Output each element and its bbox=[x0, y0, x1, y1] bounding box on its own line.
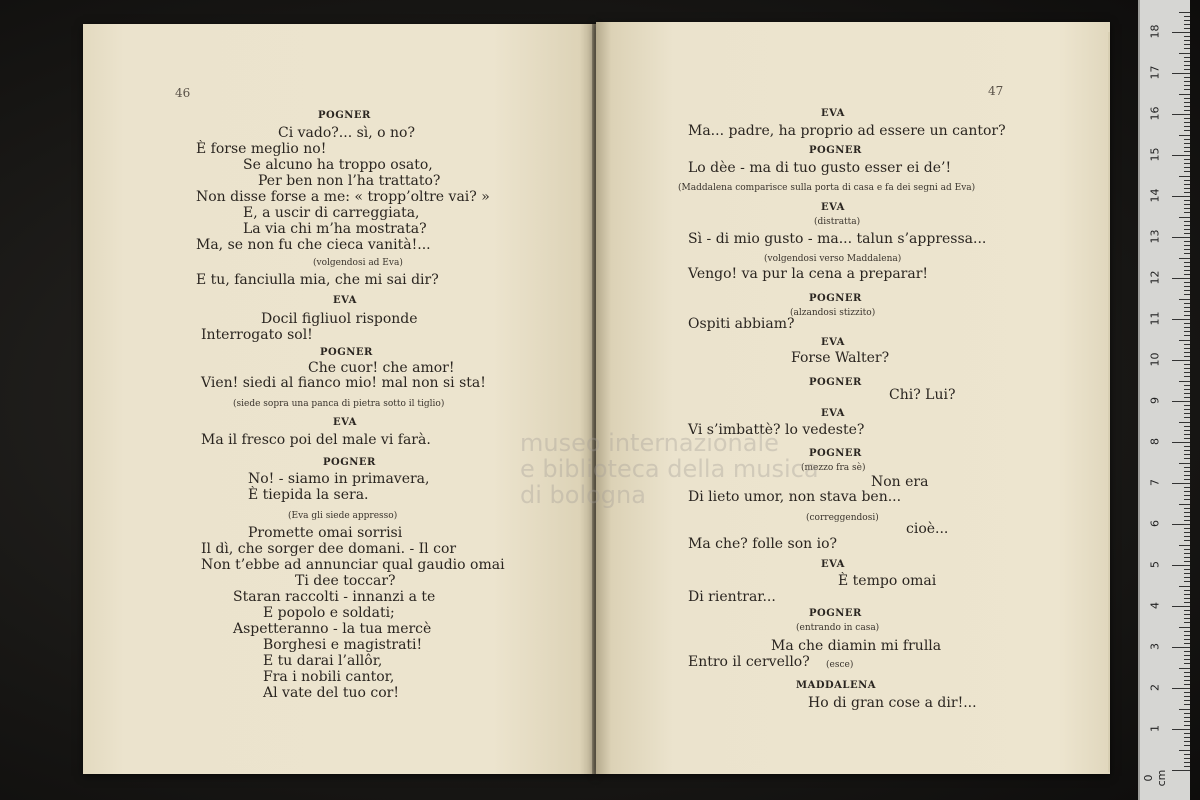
ruler-tick bbox=[1184, 540, 1190, 541]
ruler-tick bbox=[1184, 536, 1190, 537]
speaker-name: POGNER bbox=[323, 457, 376, 468]
verse-line: Interrogato sol! bbox=[201, 327, 313, 343]
ruler-tick bbox=[1184, 479, 1190, 480]
ruler-tick bbox=[1184, 495, 1190, 496]
verse-line: Staran raccolti - innanzi a te bbox=[233, 589, 436, 605]
ruler-tick bbox=[1184, 672, 1190, 673]
ruler-tick bbox=[1184, 118, 1190, 119]
watermark-line: museo internazionale bbox=[520, 429, 779, 457]
ruler-tick bbox=[1184, 348, 1190, 349]
ruler-tick bbox=[1184, 639, 1190, 640]
ruler-tick bbox=[1184, 356, 1190, 357]
ruler-tick bbox=[1172, 237, 1190, 238]
ruler-tick bbox=[1184, 549, 1190, 550]
verse-line: No! - siamo in primavera, bbox=[248, 471, 430, 487]
ruler-tick bbox=[1184, 475, 1190, 476]
ruler-tick bbox=[1184, 229, 1190, 230]
ruler-tick bbox=[1184, 733, 1190, 734]
ruler-tick bbox=[1184, 389, 1190, 390]
verse-line: È forse meglio no! bbox=[196, 141, 327, 157]
ruler-tick bbox=[1184, 376, 1190, 377]
ruler-tick bbox=[1184, 151, 1190, 152]
speaker-name: POGNER bbox=[809, 377, 862, 388]
ruler-tick bbox=[1184, 721, 1190, 722]
ruler-tick bbox=[1184, 130, 1190, 131]
ruler-tick bbox=[1184, 245, 1190, 246]
ruler-tick bbox=[1184, 713, 1190, 714]
ruler-tick bbox=[1184, 372, 1190, 373]
stage-direction: (Maddalena comparisce sulla porta di casa e fa dei segni ad Eva) bbox=[678, 183, 976, 193]
ruler-tick bbox=[1184, 147, 1190, 148]
ruler-number: 3 bbox=[1148, 643, 1162, 650]
ruler-tick bbox=[1184, 397, 1190, 398]
verse-line: Ti dee toccar? bbox=[295, 573, 396, 589]
ruler-tick bbox=[1179, 94, 1190, 95]
ruler-number: 11 bbox=[1148, 311, 1162, 326]
ruler-tick bbox=[1184, 364, 1190, 365]
right-page-number: 47 bbox=[988, 84, 1004, 98]
ruler-number: 1 bbox=[1148, 725, 1162, 732]
ruler-tick bbox=[1184, 745, 1190, 746]
verse-line: Fra i nobili cantor, bbox=[263, 669, 395, 685]
ruler-number: 4 bbox=[1148, 602, 1162, 609]
ruler-tick bbox=[1184, 467, 1190, 468]
verse-line: Il dì, che sorger dee domani. - Il cor bbox=[201, 541, 457, 557]
ruler-tick bbox=[1179, 299, 1190, 300]
ruler-tick bbox=[1179, 381, 1190, 382]
verse-line: E, a uscir di carreggiata, bbox=[243, 205, 420, 221]
ruler-tick bbox=[1184, 44, 1190, 45]
ruler-number: 18 bbox=[1148, 24, 1162, 39]
ruler-tick bbox=[1184, 98, 1190, 99]
ruler-tick bbox=[1184, 303, 1190, 304]
verse-line: Ma, se non fu che cieca vanità!... bbox=[196, 237, 431, 253]
ruler-tick bbox=[1184, 754, 1190, 755]
ruler-tick bbox=[1184, 274, 1190, 275]
ruler-tick bbox=[1184, 61, 1190, 62]
ruler-tick bbox=[1184, 122, 1190, 123]
ruler-tick bbox=[1184, 557, 1190, 558]
verse-line: La via chi m’ha mostrata? bbox=[243, 221, 427, 237]
verse-line: Promette omai sorrisi bbox=[248, 525, 403, 541]
ruler-tick bbox=[1184, 212, 1190, 213]
ruler-tick bbox=[1184, 516, 1190, 517]
ruler-tick bbox=[1179, 176, 1190, 177]
ruler-tick bbox=[1184, 36, 1190, 37]
speaker-name: EVA bbox=[821, 202, 845, 213]
ruler-number: 10 bbox=[1148, 352, 1162, 367]
ruler-tick bbox=[1179, 545, 1190, 546]
ruler-tick bbox=[1184, 184, 1190, 185]
ruler-tick bbox=[1184, 204, 1190, 205]
ruler-number: 12 bbox=[1148, 270, 1162, 285]
speaker-name: EVA bbox=[821, 408, 845, 419]
verse-line: Non era bbox=[871, 474, 929, 490]
ruler-tick bbox=[1184, 676, 1190, 677]
ruler-tick bbox=[1172, 729, 1190, 730]
ruler-tick bbox=[1184, 413, 1190, 414]
ruler-tick bbox=[1184, 454, 1190, 455]
verse-line: Di rientrar... bbox=[688, 589, 776, 605]
stage-direction: (esce) bbox=[826, 660, 854, 670]
ruler-tick bbox=[1184, 192, 1190, 193]
ruler-tick bbox=[1184, 471, 1190, 472]
ruler-tick bbox=[1184, 766, 1190, 767]
ruler-tick bbox=[1184, 741, 1190, 742]
stage-direction: (correggendosi) bbox=[806, 513, 879, 523]
stage-direction: (volgendosi verso Maddalena) bbox=[764, 254, 902, 264]
ruler-tick bbox=[1172, 32, 1190, 33]
ruler-tick bbox=[1172, 401, 1190, 402]
right-page bbox=[596, 22, 1110, 774]
ruler-tick bbox=[1184, 696, 1190, 697]
stage-direction: (entrando in casa) bbox=[796, 623, 880, 633]
ruler-tick bbox=[1184, 171, 1190, 172]
speaker-name: MADDALENA bbox=[796, 680, 876, 691]
ruler-tick bbox=[1184, 438, 1190, 439]
verse-line: Chi? Lui? bbox=[889, 387, 956, 403]
ruler-tick bbox=[1172, 196, 1190, 197]
ruler-tick bbox=[1184, 85, 1190, 86]
ruler-number: 9 bbox=[1148, 397, 1162, 404]
ruler-tick bbox=[1184, 725, 1190, 726]
verse-line: Lo dèe - ma di tuo gusto esser ei de’! bbox=[688, 160, 952, 176]
ruler-tick bbox=[1184, 737, 1190, 738]
ruler-number: 16 bbox=[1148, 106, 1162, 121]
verse-line: Sì - di mio gusto - ma... talun s’appressa... bbox=[688, 231, 987, 247]
speaker-name: POGNER bbox=[809, 145, 862, 156]
ruler-tick bbox=[1184, 188, 1190, 189]
ruler-tick bbox=[1172, 319, 1190, 320]
ruler-tick bbox=[1184, 692, 1190, 693]
ruler-tick bbox=[1179, 709, 1190, 710]
ruler-tick bbox=[1179, 340, 1190, 341]
ruler-tick bbox=[1184, 344, 1190, 345]
ruler-tick bbox=[1184, 499, 1190, 500]
ruler-tick bbox=[1184, 663, 1190, 664]
ruler-tick bbox=[1184, 508, 1190, 509]
ruler-tick bbox=[1179, 12, 1190, 13]
verse-line: Docil figliuol risponde bbox=[261, 311, 418, 327]
ruler-tick bbox=[1184, 24, 1190, 25]
ruler-tick bbox=[1184, 651, 1190, 652]
ruler-tick bbox=[1184, 393, 1190, 394]
ruler-tick bbox=[1184, 208, 1190, 209]
ruler-tick bbox=[1184, 631, 1190, 632]
ruler-tick bbox=[1172, 114, 1190, 115]
ruler-tick bbox=[1184, 762, 1190, 763]
ruler-tick bbox=[1172, 278, 1190, 279]
ruler-tick bbox=[1184, 89, 1190, 90]
ruler-tick bbox=[1184, 512, 1190, 513]
verse-line: Non disse forse a me: « tropp’oltre vai? » bbox=[196, 189, 490, 205]
verse-line: Ma il fresco poi del male vi farà. bbox=[201, 432, 431, 448]
verse-line: Aspetteranno - la tua mercè bbox=[233, 621, 432, 637]
verse-line: Che cuor! che amor! bbox=[308, 360, 455, 376]
ruler-tick bbox=[1184, 622, 1190, 623]
ruler-tick bbox=[1184, 618, 1190, 619]
ruler-tick bbox=[1184, 315, 1190, 316]
ruler-number: 6 bbox=[1148, 520, 1162, 527]
ruler-tick bbox=[1184, 294, 1190, 295]
ruler-tick bbox=[1184, 581, 1190, 582]
ruler-tick bbox=[1184, 249, 1190, 250]
verse-line: Ci vado?... sì, o no? bbox=[278, 125, 415, 141]
ruler-tick bbox=[1184, 16, 1190, 17]
verse-line: Ospiti abbiam? bbox=[688, 316, 795, 332]
ruler-tick bbox=[1184, 167, 1190, 168]
ruler-number: 5 bbox=[1148, 561, 1162, 568]
ruler-tick bbox=[1172, 606, 1190, 607]
watermark-line: di bologna bbox=[520, 481, 646, 509]
ruler-tick bbox=[1184, 405, 1190, 406]
ruler-tick bbox=[1184, 335, 1190, 336]
ruler-zero-label: 0 cm bbox=[1142, 769, 1168, 787]
ruler-number: 14 bbox=[1148, 188, 1162, 203]
ruler-tick bbox=[1184, 553, 1190, 554]
ruler-number: 17 bbox=[1148, 65, 1162, 80]
speaker-name: EVA bbox=[821, 108, 845, 119]
ruler-tick bbox=[1179, 586, 1190, 587]
ruler-tick bbox=[1184, 69, 1190, 70]
speaker-name: POGNER bbox=[809, 608, 862, 619]
speaker-name: POGNER bbox=[318, 110, 371, 121]
watermark-line: e biblioteca della musica bbox=[520, 455, 819, 483]
ruler-tick bbox=[1172, 73, 1190, 74]
ruler-tick bbox=[1184, 487, 1190, 488]
speaker-name: POGNER bbox=[809, 293, 862, 304]
verse-line: Borghesi e magistrati! bbox=[263, 637, 423, 653]
ruler-tick bbox=[1184, 573, 1190, 574]
ruler-tick bbox=[1184, 200, 1190, 201]
ruler-tick bbox=[1184, 717, 1190, 718]
verse-line: Vi s’imbattè? lo vedeste? bbox=[688, 422, 865, 438]
speaker-name: POGNER bbox=[809, 448, 862, 459]
speaker-name: EVA bbox=[333, 295, 357, 306]
ruler-tick bbox=[1184, 458, 1190, 459]
ruler-tick bbox=[1184, 602, 1190, 603]
ruler-tick bbox=[1184, 684, 1190, 685]
ruler-tick bbox=[1184, 286, 1190, 287]
ruler-tick bbox=[1184, 48, 1190, 49]
stage-direction: (alzandosi stizzito) bbox=[790, 308, 876, 318]
ruler-tick bbox=[1184, 282, 1190, 283]
ruler-tick bbox=[1184, 159, 1190, 160]
ruler-tick bbox=[1184, 221, 1190, 222]
ruler-tick bbox=[1184, 561, 1190, 562]
ruler-tick bbox=[1179, 750, 1190, 751]
ruler-tick bbox=[1184, 532, 1190, 533]
ruler-tick bbox=[1179, 627, 1190, 628]
ruler-tick bbox=[1172, 483, 1190, 484]
ruler-tick bbox=[1184, 700, 1190, 701]
ruler-tick bbox=[1184, 253, 1190, 254]
ruler-tick bbox=[1184, 331, 1190, 332]
ruler-tick bbox=[1184, 385, 1190, 386]
ruler-tick bbox=[1184, 110, 1190, 111]
verse-line: Forse Walter? bbox=[791, 350, 890, 366]
verse-line: E tu darai l’allôr, bbox=[263, 653, 383, 669]
ruler-tick bbox=[1184, 81, 1190, 82]
speaker-name: EVA bbox=[821, 559, 845, 570]
ruler-tick bbox=[1184, 126, 1190, 127]
verse-line: Per ben non l’ha trattato? bbox=[258, 173, 441, 189]
museum-watermark bbox=[520, 430, 819, 508]
ruler-tick bbox=[1172, 565, 1190, 566]
ruler-tick bbox=[1184, 594, 1190, 595]
ruler-tick bbox=[1172, 647, 1190, 648]
ruler-tick bbox=[1184, 635, 1190, 636]
ruler-tick bbox=[1179, 668, 1190, 669]
ruler-number: 8 bbox=[1148, 438, 1162, 445]
verse-line: Ma... padre, ha proprio ad essere un cantor? bbox=[688, 123, 1006, 139]
verse-line: Entro il cervello? bbox=[688, 654, 810, 670]
measurement-ruler bbox=[1138, 0, 1190, 800]
ruler-tick bbox=[1184, 266, 1190, 267]
ruler-tick bbox=[1179, 422, 1190, 423]
ruler-tick bbox=[1184, 680, 1190, 681]
ruler-tick bbox=[1184, 106, 1190, 107]
stage-direction: (distratta) bbox=[814, 217, 861, 227]
ruler-number: 13 bbox=[1148, 229, 1162, 244]
ruler-tick bbox=[1184, 57, 1190, 58]
ruler-tick bbox=[1184, 311, 1190, 312]
ruler-tick bbox=[1184, 163, 1190, 164]
ruler-tick bbox=[1184, 430, 1190, 431]
ruler-tick bbox=[1179, 504, 1190, 505]
ruler-tick bbox=[1184, 323, 1190, 324]
verse-line: E tu, fanciulla mia, che mi sai dir? bbox=[196, 272, 439, 288]
ruler-tick bbox=[1184, 143, 1190, 144]
ruler-number: 15 bbox=[1148, 147, 1162, 162]
verse-line: E popolo e soldati; bbox=[263, 605, 395, 621]
ruler-tick bbox=[1184, 577, 1190, 578]
ruler-tick bbox=[1184, 528, 1190, 529]
ruler-tick bbox=[1179, 135, 1190, 136]
ruler-tick bbox=[1184, 590, 1190, 591]
speaker-name: POGNER bbox=[320, 347, 373, 358]
ruler-tick bbox=[1184, 426, 1190, 427]
verse-line: Ho di gran cose a dir!... bbox=[808, 695, 977, 711]
ruler-tick bbox=[1172, 770, 1190, 771]
ruler-tick bbox=[1184, 20, 1190, 21]
verse-line: Di lieto umor, non stava ben... bbox=[688, 489, 902, 505]
verse-line: Al vate del tuo cor! bbox=[263, 685, 399, 701]
left-page-number: 46 bbox=[175, 86, 191, 100]
ruler-tick bbox=[1184, 704, 1190, 705]
ruler-tick bbox=[1184, 40, 1190, 41]
stage-direction: (volgendosi ad Eva) bbox=[313, 258, 403, 268]
ruler-tick bbox=[1184, 450, 1190, 451]
ruler-tick bbox=[1179, 258, 1190, 259]
ruler-tick bbox=[1172, 155, 1190, 156]
ruler-tick bbox=[1172, 360, 1190, 361]
ruler-tick bbox=[1184, 643, 1190, 644]
ruler-tick bbox=[1184, 233, 1190, 234]
ruler-tick bbox=[1184, 758, 1190, 759]
verse-line: Vengo! va pur la cena a preparar! bbox=[688, 266, 929, 282]
ruler-tick bbox=[1184, 102, 1190, 103]
left-page bbox=[83, 24, 595, 774]
ruler-tick bbox=[1184, 614, 1190, 615]
ruler-tick bbox=[1184, 409, 1190, 410]
ruler-tick bbox=[1184, 446, 1190, 447]
verse-line: Non t’ebbe ad annunciar qual gaudio omai bbox=[201, 557, 505, 573]
ruler-tick bbox=[1184, 327, 1190, 328]
stage-direction: (mezzo fra sè) bbox=[801, 463, 866, 473]
ruler-tick bbox=[1184, 77, 1190, 78]
ruler-tick bbox=[1184, 520, 1190, 521]
ruler-tick bbox=[1184, 28, 1190, 29]
ruler-tick bbox=[1184, 598, 1190, 599]
stage-direction: (Eva gli siede appresso) bbox=[288, 511, 398, 521]
verse-line: cioè... bbox=[906, 521, 949, 537]
ruler-tick bbox=[1179, 217, 1190, 218]
ruler-tick bbox=[1184, 65, 1190, 66]
ruler-tick bbox=[1172, 688, 1190, 689]
ruler-tick bbox=[1179, 463, 1190, 464]
verse-line: Ma che? folle son io? bbox=[688, 536, 838, 552]
ruler-number: 7 bbox=[1148, 479, 1162, 486]
ruler-tick bbox=[1184, 368, 1190, 369]
ruler-tick bbox=[1184, 352, 1190, 353]
ruler-tick bbox=[1184, 225, 1190, 226]
ruler-tick bbox=[1184, 659, 1190, 660]
ruler-tick bbox=[1184, 417, 1190, 418]
verse-line: Vien! siedi al fianco mio! mal non si sta! bbox=[201, 375, 486, 391]
verse-line: È tempo omai bbox=[838, 573, 937, 589]
ruler-tick bbox=[1184, 180, 1190, 181]
speaker-name: EVA bbox=[333, 417, 357, 428]
verse-line: Ma che diamin mi frulla bbox=[771, 638, 942, 654]
stage-direction: (siede sopra una panca di pietra sotto il tiglio) bbox=[233, 399, 445, 409]
verse-line: È tiepida la sera. bbox=[248, 487, 369, 503]
ruler-tick bbox=[1184, 569, 1190, 570]
ruler-number: 2 bbox=[1148, 684, 1162, 691]
ruler-tick bbox=[1184, 270, 1190, 271]
ruler-tick bbox=[1172, 524, 1190, 525]
ruler-tick bbox=[1184, 307, 1190, 308]
ruler-tick bbox=[1184, 610, 1190, 611]
ruler-tick bbox=[1184, 434, 1190, 435]
ruler-tick bbox=[1184, 290, 1190, 291]
ruler-tick bbox=[1184, 491, 1190, 492]
verse-line: Se alcuno ha troppo osato, bbox=[243, 157, 433, 173]
ruler-tick bbox=[1184, 655, 1190, 656]
ruler-tick bbox=[1172, 442, 1190, 443]
ruler-tick bbox=[1184, 241, 1190, 242]
ruler-tick bbox=[1179, 53, 1190, 54]
ruler-tick bbox=[1184, 139, 1190, 140]
ruler-tick bbox=[1184, 262, 1190, 263]
speaker-name: EVA bbox=[821, 337, 845, 348]
